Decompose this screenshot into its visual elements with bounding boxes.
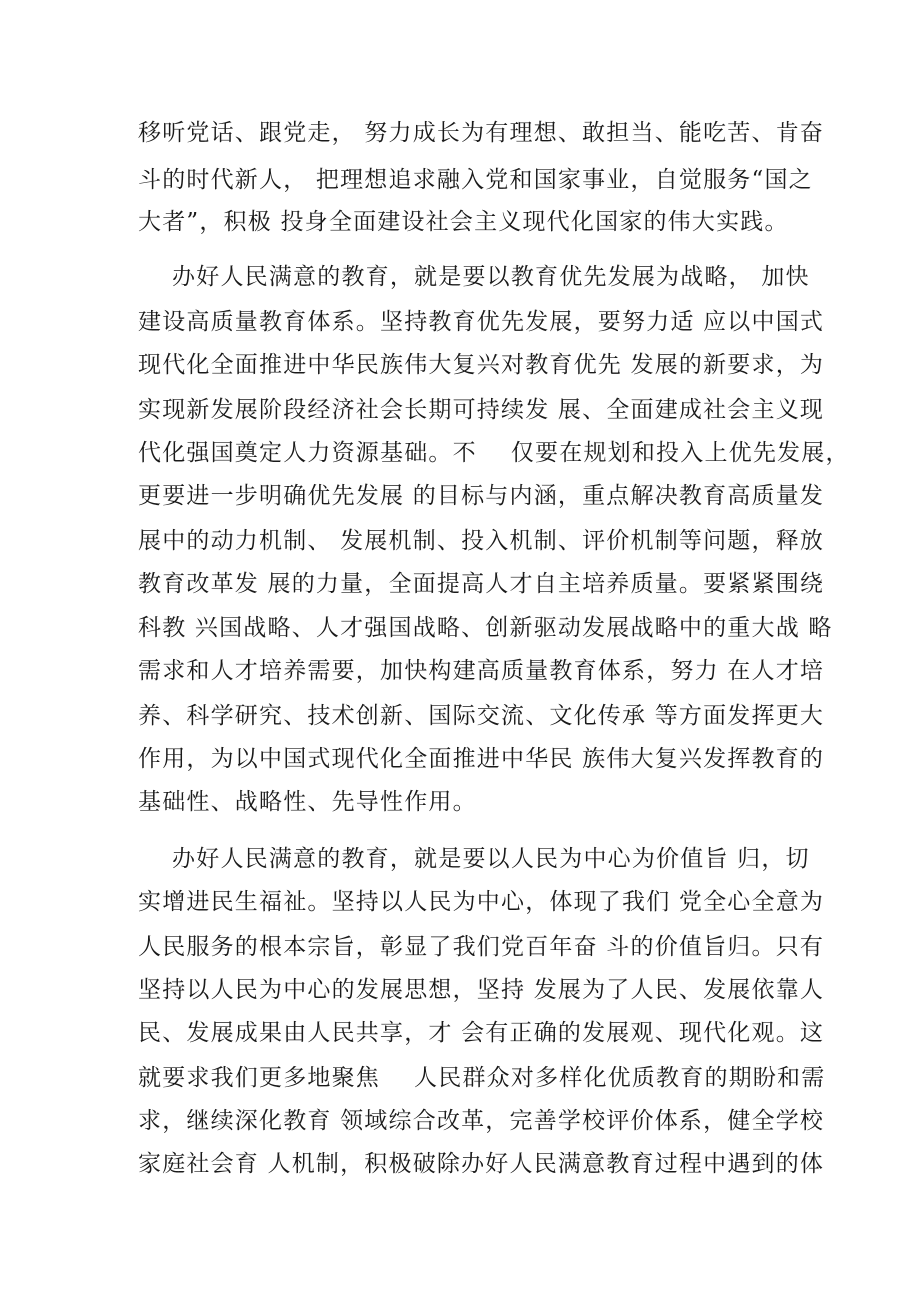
text-line: 人民服务的根本宗旨，彰显了我们党百年奋 斗的价值旨归。只有 xyxy=(138,934,825,960)
text-line: 就要求我们更多地聚焦 人民群众对多样化优质教育的期盼和需 xyxy=(138,1065,826,1091)
text-line: 办好人民满意的教育，就是要以教育优先发展为战略， 加快 xyxy=(138,264,810,290)
text-line: 建设高质量教育体系。坚持教育优先发展，要努力适 应以中国式 xyxy=(138,309,825,335)
text-line: 大者”，积极 投身全面建设社会主义现代化国家的伟大实践。 xyxy=(138,209,789,235)
text-line: 现代化全面推进中华民族伟大复兴对教育优先 发展的新要求，为 xyxy=(138,352,825,378)
text-line: 实现新发展阶段经济社会长期可持续发 展、全面建成社会主义现 xyxy=(138,397,825,423)
text-line: 作用，为以中国式现代化全面推进中华民 族伟大复兴发挥教育的 xyxy=(138,746,825,772)
text-line: 基础性、战略性、先导性作用。 xyxy=(138,789,477,815)
text-line: 求，继续深化教育 领域综合改革，完善学校评价体系，健全学校 xyxy=(138,1108,825,1134)
text-line: 养、科学研究、技术创新、国际交流、文化传承 等方面发挥更大 xyxy=(138,703,825,729)
text-line: 需求和人才培养需要，加快构建高质量教育体系，努力 在人才培 xyxy=(138,658,825,684)
text-line: 移听党话、跟党走， 努力成长为有理想、敢担当、能吃苦、肯奋 xyxy=(138,120,825,146)
text-line: 教育改革发 展的力量，全面提高人才自主培养质量。要紧紧围绕 xyxy=(138,571,825,597)
text-line: 展中的动力机制、 发展机制、投入机制、评价机制等问题，释放 xyxy=(138,528,825,554)
text-line: 实增进民生福祉。坚持以人民为中心，体现了我们 党全心全意为 xyxy=(138,889,825,915)
text-line: 斗的时代新人， 把理想追求融入党和国家事业，自觉服务“国之 xyxy=(138,167,813,193)
text-line: 民、发展成果由人民共享，才 会有正确的发展观、现代化观。这 xyxy=(138,1020,825,1046)
text-line: 家庭社会育 人机制，积极破除办好人民满意教育过程中遇到的体 xyxy=(138,1151,825,1177)
text-line: 科教 兴国战略、人才强国战略、创新驱动发展战略中的重大战 略 xyxy=(138,615,833,641)
text-line: 办好人民满意的教育，就是要以人民为中心为价值旨 归，切 xyxy=(138,846,810,872)
text-line: 坚持以人民为中心的发展思想，坚持 发展为了人民、发展依靠人 xyxy=(138,977,825,1003)
text-line: 更要进一步明确优先发展 的目标与内涵，重点解决教育高质量发 xyxy=(138,483,825,509)
text-line: 代化强国奠定人力资源基础。不 仅要在规划和投入上优先发展， xyxy=(138,440,850,466)
